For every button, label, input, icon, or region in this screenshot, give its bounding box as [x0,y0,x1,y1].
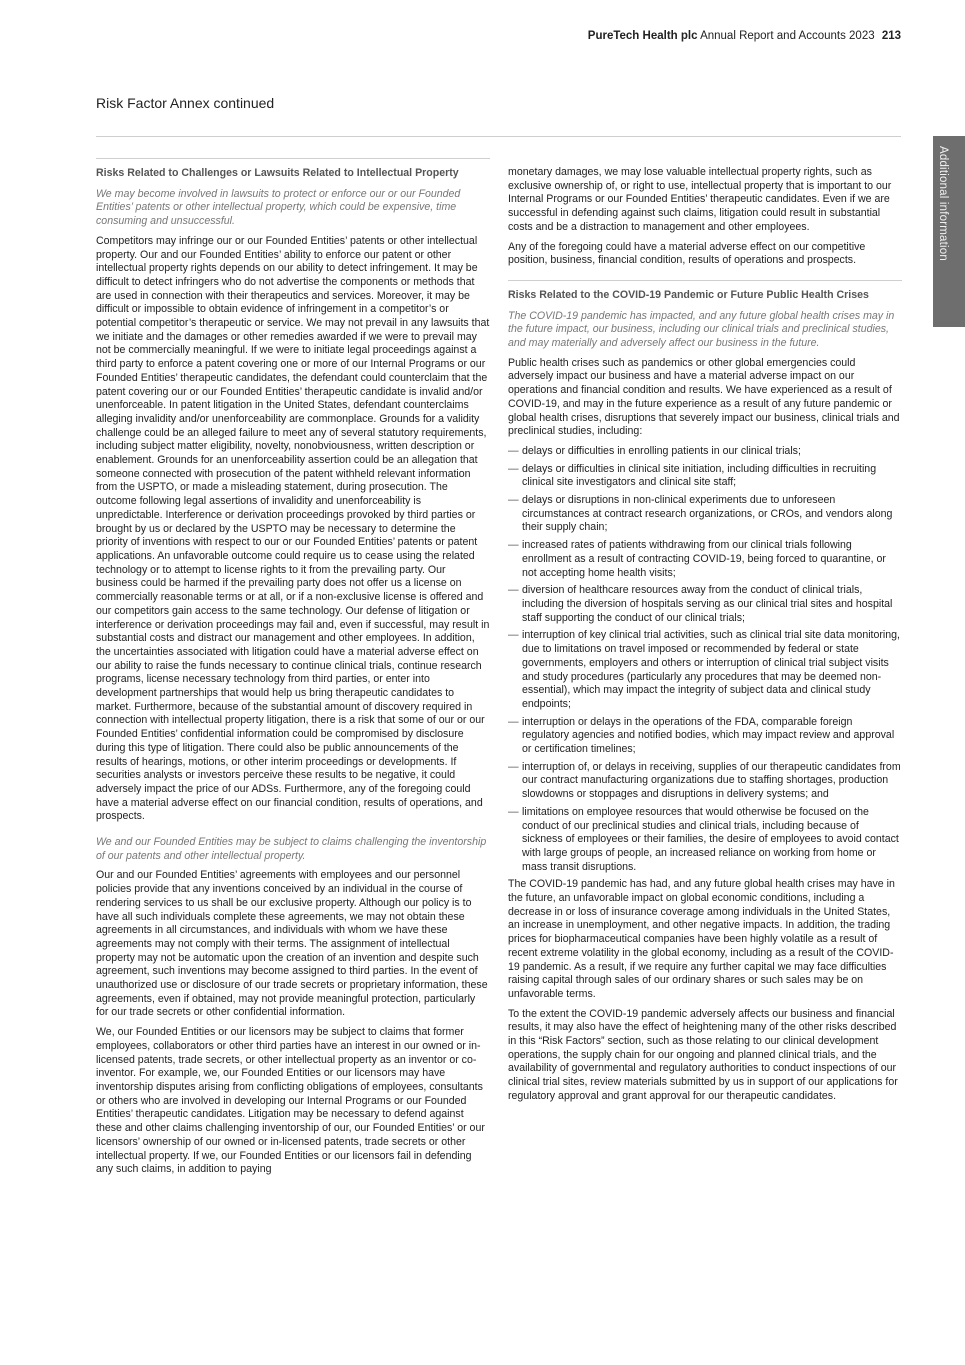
side-tab-label: Additional information [937,146,949,261]
list-item: — diversion of healthcare resources away from the conduct of clinical trials, including the diversion of hospitals serving as our clinical trial sites and hospital staff supporting the conduct of our clinical trials; [508,584,902,625]
right-heading-divider [508,280,902,281]
section-title: Risk Factor Annex continued [96,95,275,111]
ip-paragraph-continued: monetary damages, we may lose valuable intellectual property rights, such as exclusive ownership of, or right to use, intellectual property that is important to our Internal Programs or our Founded Entities’ therapeutic candidates. Even if we are successful in defending against such claims, litigation could result in substantial costs and be a distraction to management and other employees. [508,166,892,233]
ip-paragraph-1: Competitors may infringe our or our Founded Entities’ patents or other intellectual property. Our and our Founded Entities’ ability to enforce our patent or other intellectual property rights depends on our ability to detect infringement. It may be difficult to detect infringers who do not advertise the components or methods that are used in connection with their therapeutics and services. Moreover, it may be difficult or impossible to obtain evidence of infringement in a competitor’s or potential competitor’s therapeutic or service. We may not prevail in any lawsuits that we initiate and the damages or other remedies awarded if we were to prevail may not be commercially meaningful. If we were to initiate legal proceedings against a third party to enforce a patent covering one or more of our Internal Programs or our Founded Entities’ therapeutic candidates, the defendant could counterclaim that the patent covering our or our Founded Entities’ therapeutic candidate is invalid and/or unenforceable. In patent litigation in the United States, defendant counterclaims alleging invalidity and/or unenforceability are commonplace. Grounds for a validity challenge could be an alleged failure to meet any of several statutory requirements, including subject matter eligibility, novelty, nonobviousness, written description or enablement. Grounds for an unenforceability assertion could be an allegation that someone connected with prosecution of the patent withheld relevant information from the USPTO, or made a misleading statement, during prosecution. The outcome following legal assertions of invalidity and unenforceability is unpredictable. Interference or derivation proceedings provoked by third parties or brought by us or declared by the USPTO may be necessary to determine the priority of inventions with respect to our or our Founded Entities’ patents or patent applications. An unfavorable outcome could require us to cease using the related technology or to attempt to license rights to it from the prevailing party. Our business could be harmed if the prevailing party does not offer us a license on commercially reasonable terms or at all, or if a non-exclusive license is offered and our competitors gain access to the same technology. Our defense of litigation or interference or derivation proceedings may fail and, even if successful, may result in substantial costs and distract our management and other employees. In addition, the uncertainties associated with litigation could have a material adverse effect on our ability to raise the funds necessary to continue clinical trials, continue research programs, license necessary technology from third parties, or enter into development partnerships that would help us bring therapeutic candidates to market. Furthermore, because of the substantial amount of discovery required in connection with intellectual property litigation, there is a risk that some of our or our Founded Entities’ confidential information could be compromised by disclosure during this type of litigation. There could also be public announcements of the results of hearings, motions, or other interim proceedings or developments. If securities analysts or investors perceive these results to be negative, it could adversely impact the price of our ADSs. Furthermore, any of the foregoing could have a material adverse effect on our financial condition, results of operations, and prospects. [96,234,490,823]
covid-paragraph-1: Public health crises such as pandemics or other global emergencies could adversely impact our business and have a material adverse impact on our operations and financial condition and results. We have experienced as a result of COVID-19, and may in the future experience as a result of any future pandemic or global health crises, disruptions that severely impact our business, clinical trials and preclinical studies, including: [508,356,900,438]
list-item: — interruption or delays in the operations of the FDA, comparable foreign regulatory agencies and notified bodies, which may impact review and approval or certification timelines; [508,716,902,757]
list-item: — interruption of, or delays in receiving, supplies of our therapeutic candidates from our contract manufacturing organizations due to staffing shortages, production slowdowns or stoppages and disruptions in delivery systems; and [508,761,902,802]
list-item: — delays or disruptions in non-clinical experiments due to unforeseen circumstances at contract research organizations, or CROs, and vendors along their supply chain; [508,494,902,535]
list-item: — limitations on employee resources that would otherwise be focused on the conduct of our preclinical studies and clinical trials, including because of sickness of employees or their families, the desire of employees to avoid contact with large groups of people, an increased reliance on working from home or mass transit disruptions. [508,806,902,875]
ip-paragraph-3: We, our Founded Entities or our licensors may be subject to claims that former employees, collaborators or other third parties have an interest in our owned or in-licensed patents, trade secrets, or other intellectual property as an inventor or co-inventor. For example, we, our Founded Entities or our licensors may have inventorship disputes arising from conflicting obligations of employees, consultants or others who are involved in developing our Internal Programs or our Founded Entities’ therapeutic candidates. Litigation may be necessary to defend against these and other claims challenging inventorship of our, our Founded Entities’ or our licensors’ ownership of our owned or in-licensed patents, trade secrets or other intellectual property. If we, our Founded Entities or our licensors fail in defending any such claims, in addition to paying [96,1026,485,1176]
covid-paragraph-2: The COVID-19 pandemic has had, and any future global health crises may have in the future, an unfavorable impact on global economic conditions, including a decrease in or loss of insurance coverage among individuals in the United States, an increase in unemployment, and other negative impacts. In addition, the trading prices for biopharmaceutical companies have been highly volatile as a result of recent extreme volatility in the global economy, including as a result of the COVID-19 pandemic. As a result, if we require any further capital we may face difficulties raising capital through sales of our ordinary shares or such sales may be on unfavorable terms. [508,878,895,1000]
ip-paragraph-foregoing: Any of the foregoing could have a material adverse effect on our competitive position, business, financial condition, results of operations and prospects. [508,240,866,267]
covid-disruption-list [508,445,902,874]
covid-risk-intro: The COVID-19 pandemic has impacted, and any future global health crises may in the future impact, our business, including our clinical trials and preclinical studies, and may materially and adversely affect our business in the future. [508,309,895,350]
ip-risk-intro: We may become involved in lawsuits to protect or enforce our or our Founded Entities’ patents or other intellectual property, which could be expensive, time consuming and unsuccessful. [96,187,461,228]
list-item: — interruption of key clinical trial activities, such as clinical trial site data monitoring, due to limitations on travel imposed or recommended by federal or state governments, employers and others or interruption of clinical trial subject visits and study procedures (particularly any procedures that may be deemed non-essential), which may impact the integrity of subject data and clinical study endpoints; [508,629,902,711]
running-header [588,30,901,42]
list-item: — delays or difficulties in enrolling patients in our clinical trials; [508,445,902,459]
list-item: — delays or difficulties in clinical site initiation, including difficulties in recruiting clinical site investigators and clinical site staff; [508,463,902,490]
report-title: Annual Report and Accounts 2023 [700,30,875,42]
covid-paragraph-3: To the extent the COVID-19 pandemic adversely affects our business and financial results, it may also have the effect of heightening many of the other risks described in this “Risk Factors” section, such as those relating to our clinical development operations, the supply chain for our ongoing and planned clinical trials, and the availability of governmental and regulatory authorities to conduct inspections of our clinical trial sites, review materials submitted by us in support of our applications for regulatory approval and grant approval for our therapeutic candidates. [508,1007,898,1102]
list-item: — increased rates of patients withdrawing from our clinical trials following enrollment as a result of contracting COVID-19, being forced to quarantine, or not accepting home health visits; [508,539,902,580]
side-tab[interactable] [933,136,965,327]
ip-paragraph-2: Our and our Founded Entities’ agreements with employees and our personnel policies provide that any inventions conceived by an individual in the course of rendering services to us shall be our exclusive property. Although our policy is to have all such individuals complete these agreements, we may not obtain these agreements in all circumstances, and individuals with whom we have these agreements may not comply with their terms. The assignment of intellectual property may not be automatic upon the creation of an invention and despite such agreement, such inventions may become assigned to third parties. In the event of unauthorized use or disclosure of our trade secrets or proprietary information, these agreements, even if obtained, may not provide meaningful protection, particularly for our trade secrets or other confidential information. [96,869,488,1019]
company-name: PureTech Health plc [587,30,698,42]
top-divider [96,136,901,137]
inventorship-subheading: We and our Founded Entities may be subject to claims challenging the inventorship of our patents and other intellectual property. [96,836,487,862]
page-number: 213 [881,30,901,42]
right-column [508,166,902,1110]
covid-risks-heading: Risks Related to the COVID-19 Pandemic or Future Public Health Crises [508,288,869,301]
left-heading-divider [96,158,490,159]
ip-risks-heading: Risks Related to Challenges or Lawsuits Related to Intellectual Property [96,167,459,179]
left-column [96,158,490,1183]
